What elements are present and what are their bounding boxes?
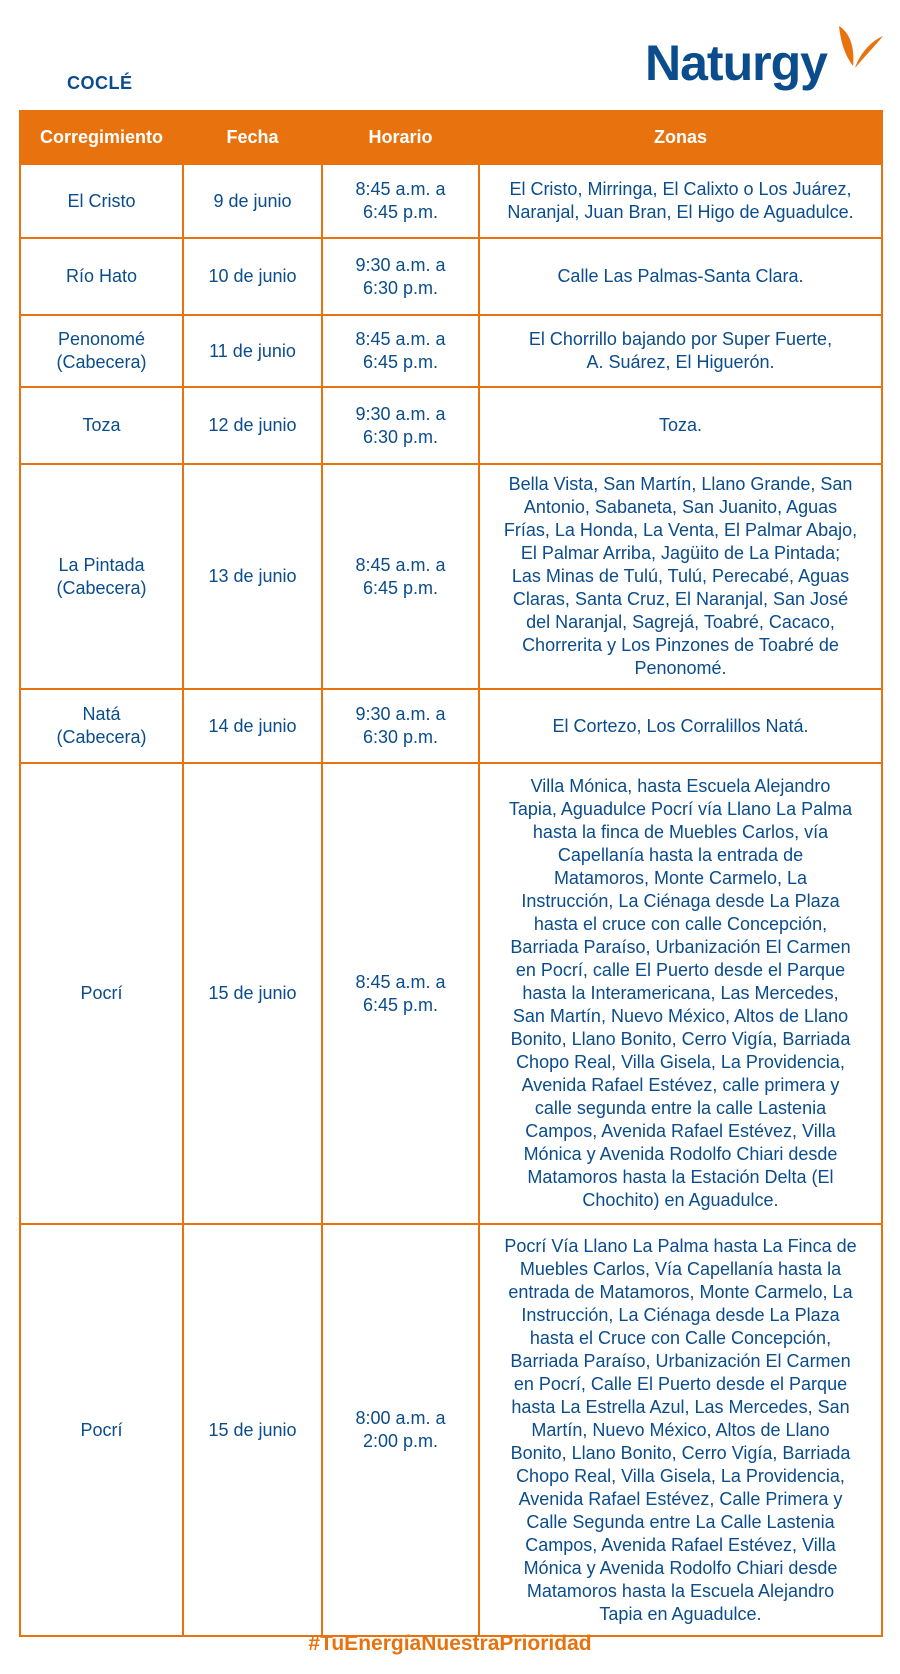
fecha-cell: 9 de junio — [183, 164, 322, 238]
page-header — [0, 0, 900, 110]
fecha-cell: 11 de junio — [183, 315, 322, 387]
table-row — [20, 315, 882, 387]
zonas-cell: El Cristo, Mirringa, El Calixto o Los Juárez, Naranjal, Juan Bran, El Higo de Aguadulce. — [479, 164, 882, 238]
table-row — [20, 387, 882, 464]
horario-cell: 9:30 a.m. a 6:30 p.m. — [322, 238, 479, 315]
corregimiento-cell: Río Hato — [20, 238, 183, 315]
corregimiento-cell: La Pintada (Cabecera) — [20, 464, 183, 689]
table-header-row — [20, 111, 882, 164]
horario-cell: 8:45 a.m. a 6:45 p.m. — [322, 464, 479, 689]
zonas-cell: Pocrí Vía Llano La Palma hasta La Finca de Muebles Carlos, Vía Capellanía hasta la entrada de Matamoros, Monte Carmelo, La Instrucción, La Ciénaga desde La Plaza hasta el Cruce con Calle Concepción, Barriada Paraíso, Urbanización El Carmen en Pocrí, Calle El Puerto desde el Parque hasta La Estrella Azul, Las Mercedes, San Martín, Nuevo México, Altos de Llano Bonito, Llano Bonito, Cerro Vigía, Barriada Chopo Real, Villa Gisela, La Providencia, Avenida Rafael Estévez, Calle Primera y Calle Segunda entre La Calle Lastenia Campos, Avenida Rafael Estévez, Villa Mónica y Avenida Rodolfo Chiari desde Matamoros hasta la Escuela Alejandro Tapia en Aguadulce. — [479, 1224, 882, 1636]
table-row — [20, 689, 882, 763]
table-row — [20, 238, 882, 315]
schedule-table — [19, 110, 883, 1637]
column-header-horario: Horario — [322, 111, 479, 164]
zonas-cell: Bella Vista, San Martín, Llano Grande, San Antonio, Sabaneta, San Juanito, Aguas Frías, La Honda, La Venta, El Palmar Abajo, El Palmar Arriba, Jagüito de La Pintada; Las Minas de Tulú, Tulú, Perecabé, Aguas Claras, Santa Cruz, El Naranjal, San José del Naranjal, Sagrejá, Toabré, Cacaco, Chorrerita y Los Pinzones de Toabré de Penonomé. — [479, 464, 882, 689]
corregimiento-cell: Toza — [20, 387, 183, 464]
footer-hashtag: #TuEnergíaNuestraPrioridad — [308, 1632, 592, 1655]
corregimiento-cell: Pocrí — [20, 763, 183, 1224]
zonas-cell: Villa Mónica, hasta Escuela Alejandro Tapia, Aguadulce Pocrí vía Llano La Palma hasta la finca de Muebles Carlos, vía Capellanía hasta la entrada de Matamoros, Monte Carmelo, La Instrucción, La Ciénaga desde La Plaza hasta el cruce con calle Concepción, Barriada Paraíso, Urbanización El Carmen en Pocrí, calle El Puerto desde el Parque hasta la Interamericana, Las Mercedes, San Martín, Nuevo México, Altos de Llano Bonito, Llano Bonito, Cerro Vigía, Barriada Chopo Real, Villa Gisela, La Providencia, Avenida Rafael Estévez, calle primera y calle segunda entre la calle Lastenia Campos, Avenida Rafael Estévez, Villa Mónica y Avenida Rodolfo Chiari desde Matamoros hasta la Estación Delta (El Chochito) en Aguadulce. — [479, 763, 882, 1224]
logo-wordmark: Naturgy — [645, 35, 827, 91]
butterfly-logo-icon — [835, 22, 885, 82]
fecha-cell: 14 de junio — [183, 689, 322, 763]
table-row — [20, 464, 882, 689]
horario-cell: 9:30 a.m. a 6:30 p.m. — [322, 387, 479, 464]
table-row — [20, 1224, 882, 1636]
zonas-cell: Toza. — [479, 387, 882, 464]
horario-cell: 8:45 a.m. a 6:45 p.m. — [322, 763, 479, 1224]
corregimiento-cell: Natá (Cabecera) — [20, 689, 183, 763]
column-header-zonas: Zonas — [479, 111, 882, 164]
table-row — [20, 164, 882, 238]
horario-cell: 8:45 a.m. a 6:45 p.m. — [322, 315, 479, 387]
corregimiento-cell: El Cristo — [20, 164, 183, 238]
column-header-fecha: Fecha — [183, 111, 322, 164]
horario-cell: 8:00 a.m. a 2:00 p.m. — [322, 1224, 479, 1636]
horario-cell: 8:45 a.m. a 6:45 p.m. — [322, 164, 479, 238]
region-title: COCLÉ — [67, 73, 133, 93]
table-body — [20, 164, 882, 1636]
zonas-cell: Calle Las Palmas-Santa Clara. — [479, 238, 882, 315]
table-row — [20, 763, 882, 1224]
corregimiento-cell: Pocrí — [20, 1224, 183, 1636]
fecha-cell: 15 de junio — [183, 1224, 322, 1636]
fecha-cell: 12 de junio — [183, 387, 322, 464]
corregimiento-cell: Penonomé (Cabecera) — [20, 315, 183, 387]
fecha-cell: 13 de junio — [183, 464, 322, 689]
zonas-cell: El Cortezo, Los Corralillos Natá. — [479, 689, 882, 763]
horario-cell: 9:30 a.m. a 6:30 p.m. — [322, 689, 479, 763]
fecha-cell: 10 de junio — [183, 238, 322, 315]
naturgy-logo — [645, 22, 885, 94]
column-header-corregimiento: Corregimiento — [20, 111, 183, 164]
fecha-cell: 15 de junio — [183, 763, 322, 1224]
zonas-cell: El Chorrillo bajando por Super Fuerte, A. Suárez, El Higuerón. — [479, 315, 882, 387]
